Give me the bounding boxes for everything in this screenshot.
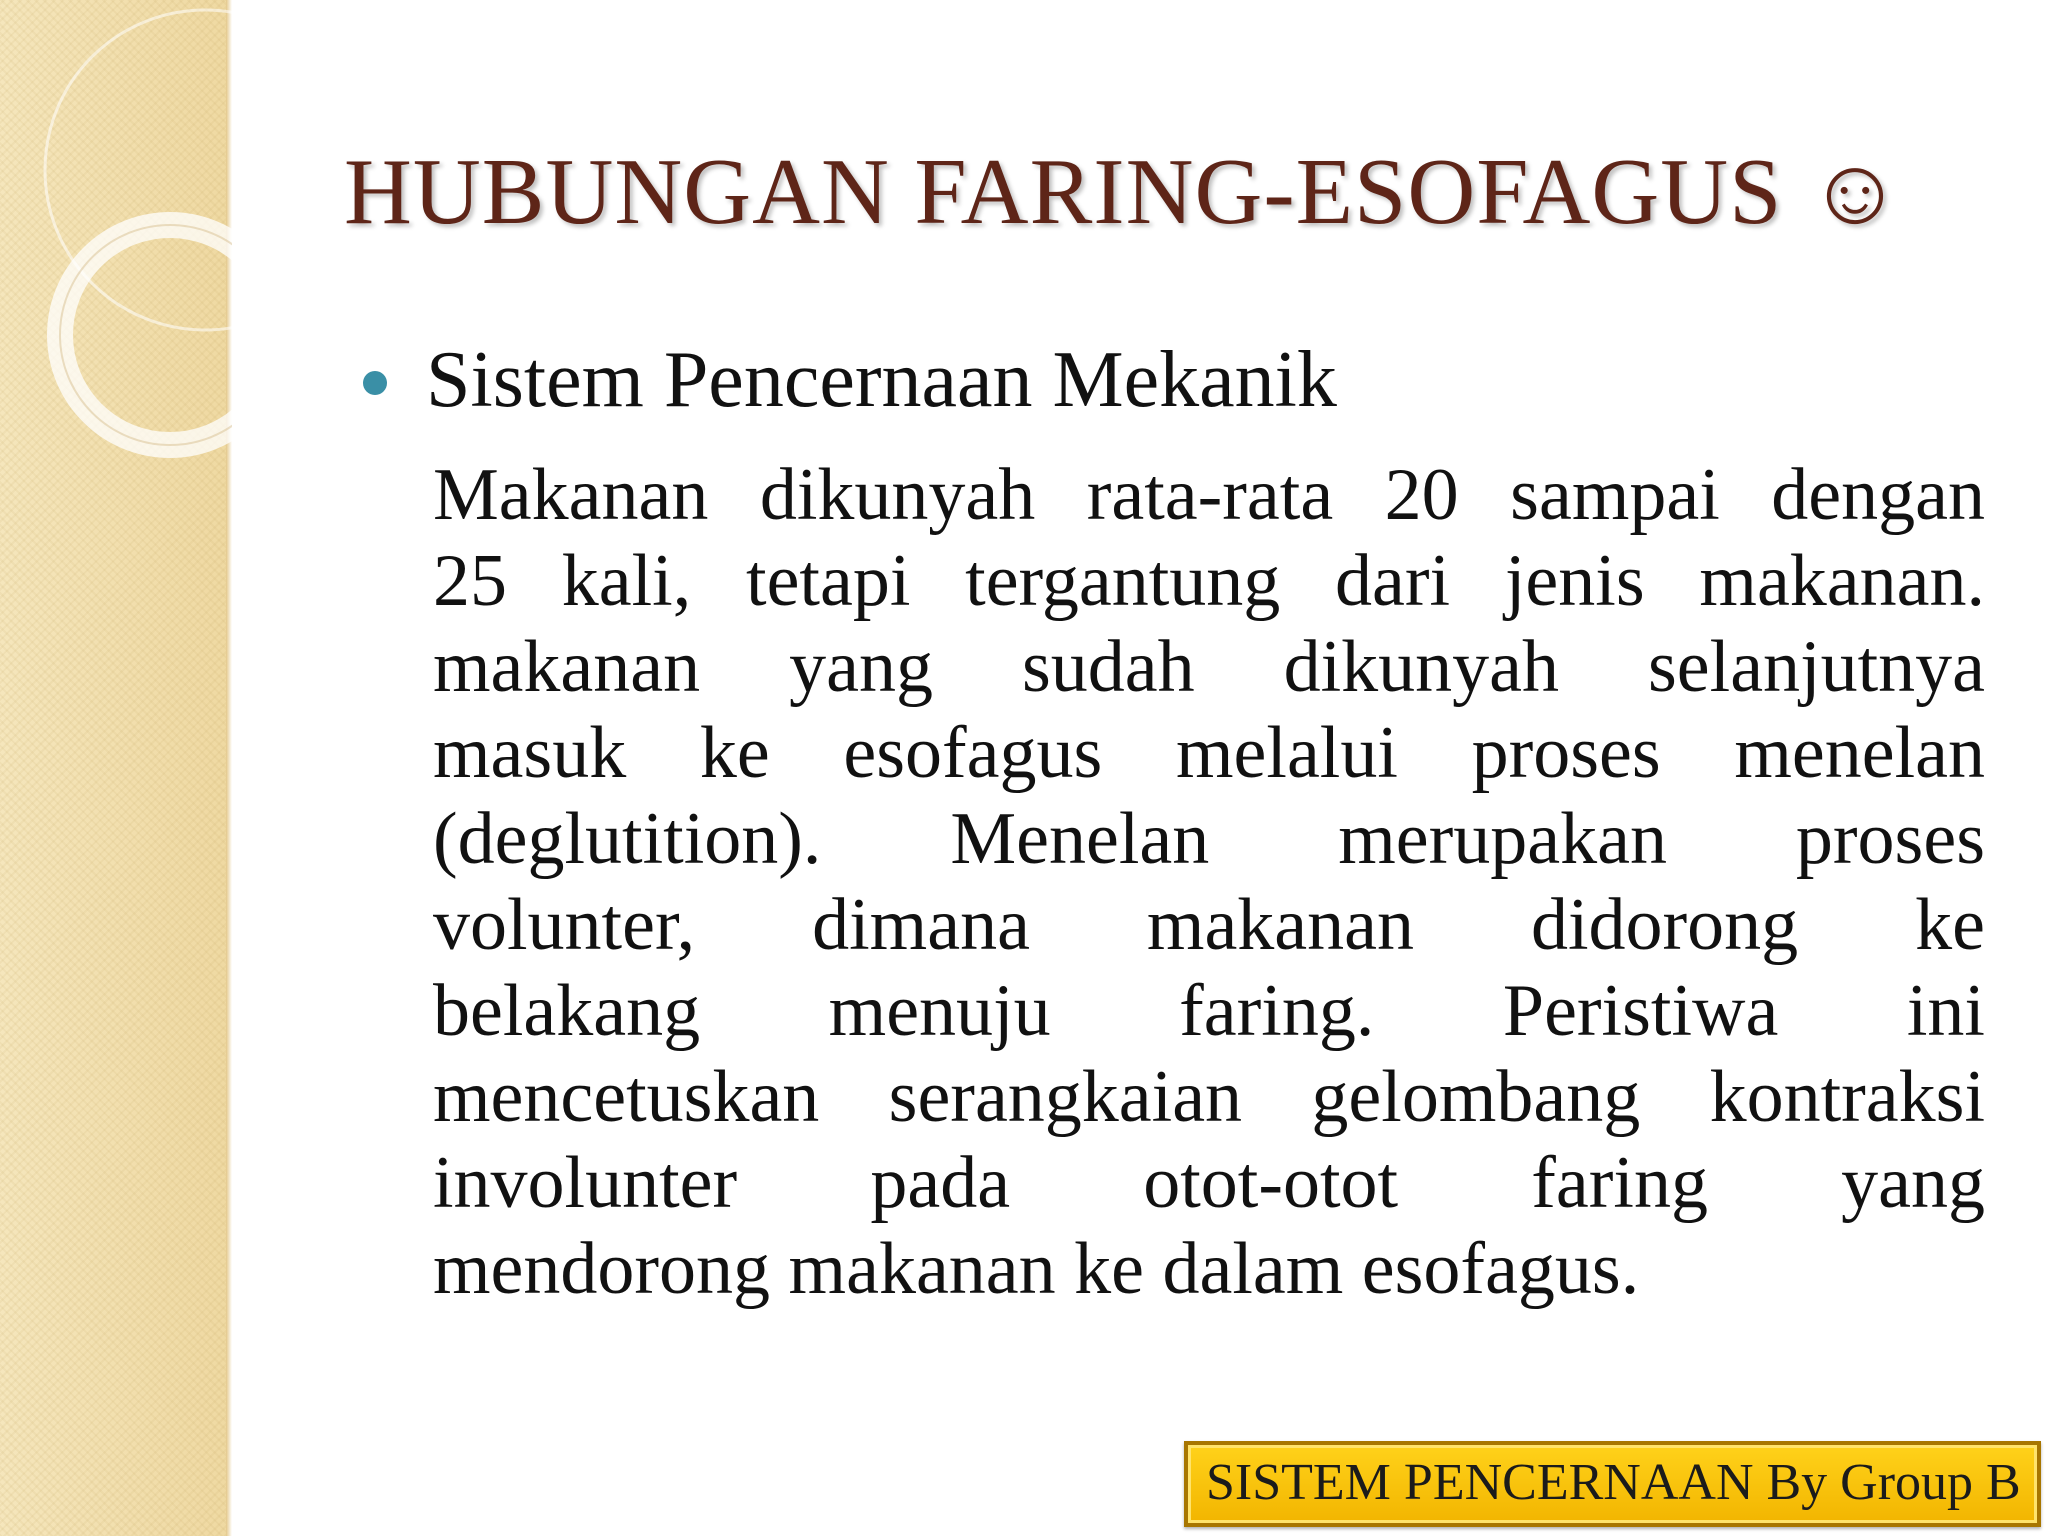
footer-banner: [1184, 1441, 2041, 1527]
body-paragraph: [433, 452, 1985, 1312]
body-line: masuk ke esofagus melalui proses menelan: [433, 712, 1985, 794]
body-line: makanan yang sudah dikunyah selanjutnya: [433, 626, 1985, 708]
bullet-heading: Sistem Pencernaan Mekanik: [426, 336, 1337, 424]
footer-label: SISTEM PENCERNAAN By Group B: [1206, 1454, 2021, 1511]
body-line: mendorong makanan ke dalam esofagus.: [433, 1228, 1640, 1310]
body-line: Makanan dikunyah rata-rata 20 sampai dengan: [433, 454, 1985, 536]
bullet-icon: [363, 371, 387, 395]
body-line: involunter pada otot-otot faring yang: [433, 1142, 1985, 1224]
body-line: (deglutition). Menelan merupakan proses: [433, 798, 1985, 880]
body-line: mencetuskan serangkaian gelombang kontraksi: [433, 1056, 1985, 1138]
body-line: volunter, dimana makanan didorong ke: [433, 884, 1985, 966]
slide-title: HUBUNGAN FARING-ESOFAGUS ☺: [344, 140, 1904, 244]
body-line: 25 kali, tetapi tergantung dari jenis makanan.: [433, 540, 1985, 622]
body-line: belakang menuju faring. Peristiwa ini: [433, 970, 1985, 1052]
decorative-rings: [0, 0, 232, 520]
